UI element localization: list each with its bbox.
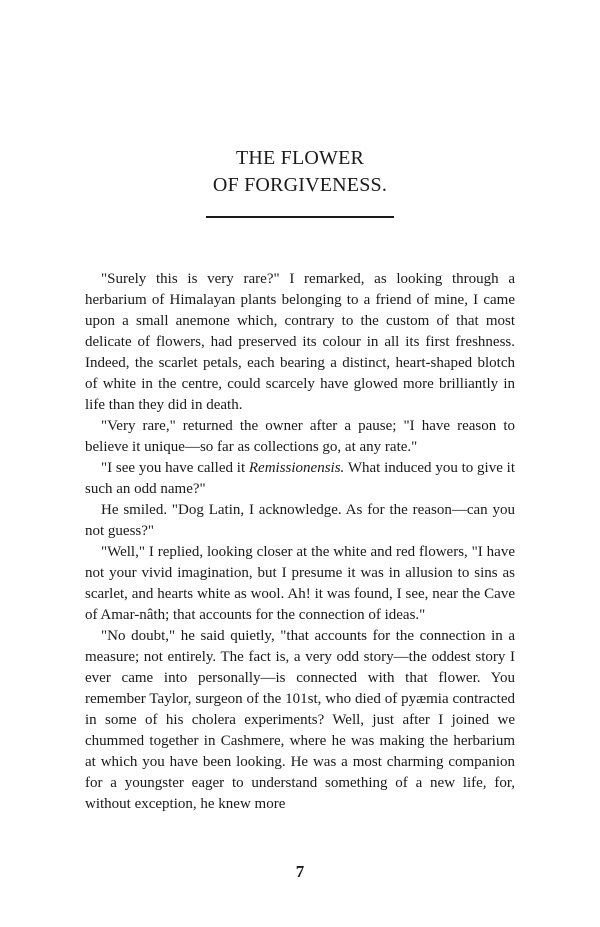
paragraph: He smiled. "Dog Latin, I acknowledge. As for the reason—can you not guess?" [85, 502, 515, 539]
paragraph-text: What induced you to give it such an odd name?" [85, 460, 515, 497]
chapter-body [85, 269, 515, 815]
paragraph: "Well," I replied, looking closer at the white and red flowers, "I have not your vivid imagination, but I presume it was in allusion to sins as scarlet, and hearts white as wool. Ah! it was found, I see, near the Cave of Amar-nâth; that accounts for the connection of ideas." [85, 544, 515, 623]
chapter-title-line-2: OF FORGIVENESS. [212, 174, 388, 196]
emphasized-text: Remissionensis. [248, 460, 345, 476]
paragraph: "Surely this is very rare?" I remarked, as looking through a herbarium of Himalayan plants belonging to a friend of mine, I came upon a small anemone which, contrary to the custom of that most delicate of flowers, had preserved its colour in all its first freshness. Indeed, the scarlet petals, each bearing a distinct, heart-shaped blotch of white in the centre, could scarcely have glowed more brilliantly in life than they did in death. [85, 271, 515, 413]
paragraph-text: "I see you have called it [101, 460, 249, 476]
title-divider [206, 216, 394, 218]
paragraph: "Very rare," returned the owner after a pause; "I have reason to believe it unique—so far as collections go, at any rate." [85, 418, 515, 455]
chapter-title-line-1: THE FLOWER [235, 147, 365, 169]
paragraph [85, 458, 515, 500]
paragraph: "No doubt," he said quietly, "that accounts for the connection in a measure; not entirely. The fact is, a very odd story—the oddest story I ever came into personally—is connected with that flower. You remember Taylor, surgeon of the 101st, who died of pyæmia contracted in some of his cholera experiments? Well, just after I joined we chummed together in Cashmere, where he was making the herbarium at which you have been looking. He was a most charming companion for a youngster eager to understand something of a new life, for, without exception, he knew more [85, 628, 515, 812]
chapter-title [0, 145, 600, 199]
page-number: 7 [295, 862, 305, 881]
